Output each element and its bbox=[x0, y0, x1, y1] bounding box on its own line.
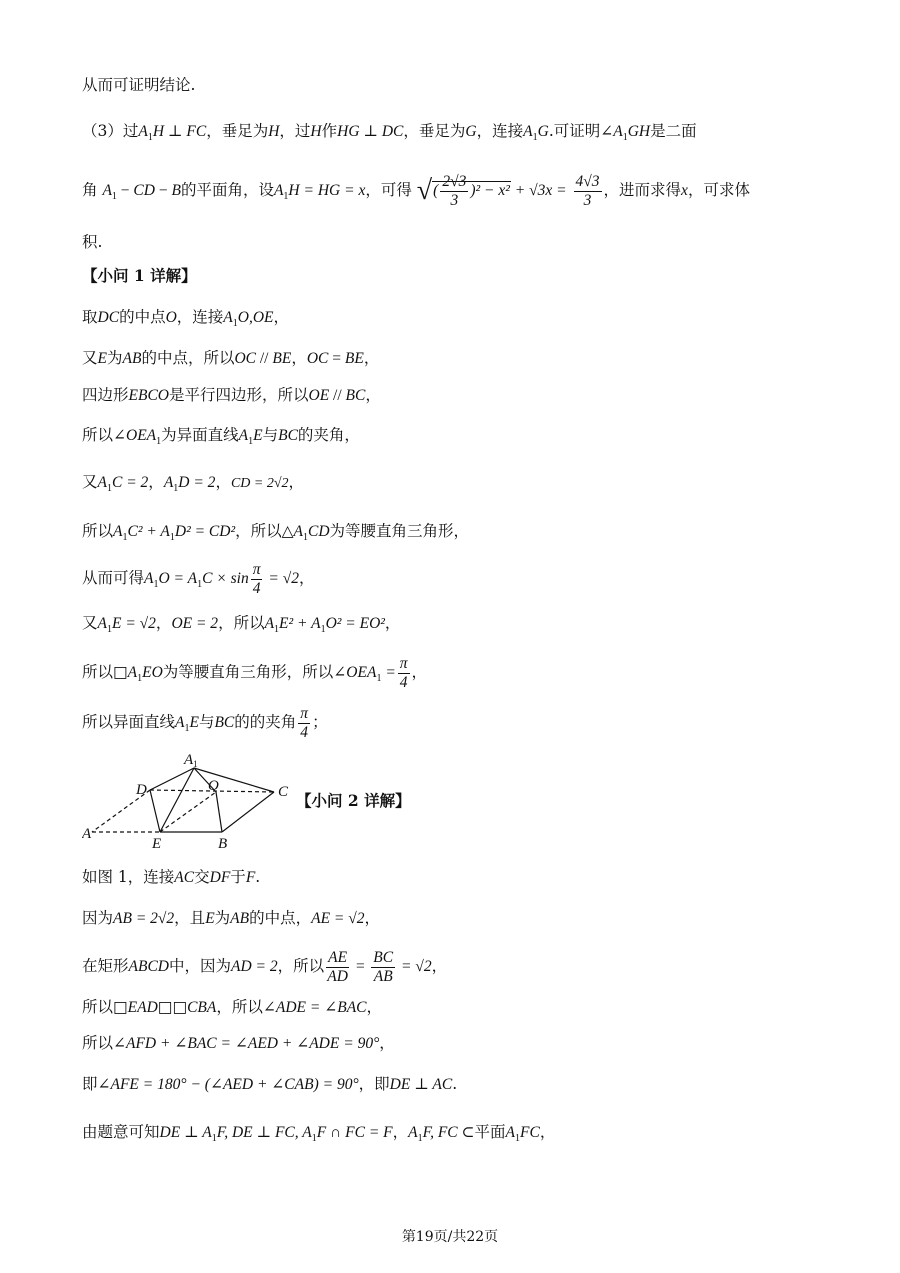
edge-A1D bbox=[150, 768, 194, 790]
math: $A_1G$ bbox=[523, 123, 549, 144]
label-A1: $A_1$ bbox=[184, 752, 198, 769]
text: ，垂足为 bbox=[206, 122, 269, 140]
text: ，垂足为 bbox=[403, 122, 466, 140]
math: x bbox=[681, 182, 688, 199]
text-line: 所以异面直线$A_1E$与BC的的夹角 $\frac{\pi}{4}$ ； bbox=[82, 704, 328, 741]
text-line: 又$A_1C = 2$，$A_1D = 2$，CD = 2√2， bbox=[82, 473, 305, 495]
text: ，进而求得 bbox=[603, 181, 682, 199]
label-E: E bbox=[152, 836, 162, 852]
text-line: 又$A_1E = √2$，OE = 2，所以$A_1E^2 + A_1O^2 = EO^2$， bbox=[82, 614, 401, 636]
text: ，过 bbox=[279, 122, 311, 140]
fraction: $\frac{4√3}{3}$ bbox=[575, 172, 600, 209]
section-heading bbox=[296, 790, 411, 812]
edge-DE bbox=[150, 790, 160, 832]
text-line: 从而可得$A_1O = A_1C \times \sin$ $\frac{\pi}{4}$ = √2， bbox=[82, 560, 315, 597]
text: 积. bbox=[82, 233, 103, 251]
text-line: 四边形EBCO是平行四边形，所以OE // BC， bbox=[82, 386, 381, 404]
geometry-figure bbox=[82, 744, 302, 854]
math: $A_1H$ ⊥ FC bbox=[138, 123, 207, 144]
text-line: 因为AB = 2√2，且E为AB的中点，AE = √2， bbox=[82, 909, 381, 927]
text-line: 所以$\angle OEA_1$为异面直线$A_1E$与BC的夹角， bbox=[82, 426, 360, 448]
label-A: A bbox=[82, 826, 92, 842]
edge-EO bbox=[160, 792, 216, 832]
edge-A1C bbox=[194, 768, 274, 792]
text-line: 所以∠AFD + ∠BAC = ∠AED + ∠ADE = 90°， bbox=[82, 1034, 395, 1052]
text-line bbox=[82, 231, 102, 253]
text: 【小问 2 详解】 bbox=[296, 791, 411, 810]
text: （3）过 bbox=[82, 122, 139, 140]
edge-OB bbox=[216, 792, 222, 832]
text: .可证明∠ bbox=[548, 122, 614, 140]
text-line: 所以$□A_1EO$为等腰直角三角形，所以$\angle OEA_1$ = $\frac{\pi}{4}$ ， bbox=[82, 654, 428, 691]
math: H bbox=[268, 123, 280, 140]
text-line bbox=[82, 168, 750, 219]
math: $A_1H$ = HG = x bbox=[273, 182, 366, 203]
label-O: O bbox=[208, 778, 219, 794]
math: + √3x = bbox=[510, 182, 567, 199]
edge-BC bbox=[222, 792, 274, 832]
label-B: B bbox=[218, 836, 228, 852]
text: 作 bbox=[321, 122, 338, 140]
page-number: 第19页/共22页 bbox=[401, 1229, 499, 1245]
sqrt-body: ( $\frac{2√3}{3}$ )² − x² bbox=[433, 172, 510, 209]
text-line: 所以$A_1C^2 + A_1D^2 = CD^2$，所以$\triangle A_1CD$为等腰直角三角形， bbox=[82, 522, 470, 544]
math: $A_1GH$ bbox=[613, 123, 651, 144]
text-line: 在矩形ABCD中，因为AD = 2，所以 $\frac{AE}{AD}$ = $\frac{BC}{AB}$ = √2， bbox=[82, 948, 448, 985]
label-D: D bbox=[136, 782, 147, 798]
text: 从而可证明结论. bbox=[82, 76, 196, 94]
math: G bbox=[465, 123, 477, 140]
section-heading bbox=[82, 265, 197, 287]
text-line: 即∠AFE = 180° − (∠AED + ∠CAB) = 90°，即DE ⊥ AC. bbox=[82, 1075, 458, 1093]
math: H bbox=[310, 123, 322, 140]
text-line: 所以□EAD□□CBA，所以∠ADE = ∠BAC， bbox=[82, 998, 383, 1016]
edge-A1E bbox=[160, 768, 194, 832]
math: HG ⊥ DC bbox=[337, 123, 404, 140]
text: ，连接 bbox=[476, 122, 524, 140]
text-line: 又E为AB的中点，所以OC // BE，OC = BE， bbox=[82, 349, 380, 367]
text-line: 由题意可知DE ⊥ $A_1F$, DE ⊥ FC, $A_1F$ ∩ FC = F，$A_1F$, FC ⊂平面$A_1FC$， bbox=[82, 1123, 556, 1145]
sqrt-sign: √ bbox=[416, 175, 433, 206]
text-line: 取DC的中点O，连接$A_1O,OE$， bbox=[82, 308, 290, 330]
page-footer bbox=[0, 1226, 900, 1246]
text: 【小问 1 详解】 bbox=[82, 266, 197, 285]
text: 的平面角，设 bbox=[180, 181, 274, 199]
text-line bbox=[82, 74, 195, 96]
text: ，可得 bbox=[365, 181, 412, 199]
text-line: 如图 1，连接AC交DF于F. bbox=[82, 868, 261, 886]
label-C: C bbox=[278, 784, 289, 800]
text-line bbox=[82, 120, 697, 149]
text: 是二面 bbox=[650, 122, 697, 140]
text: 角 bbox=[82, 181, 98, 199]
math: $A_1$ − CD − B bbox=[102, 182, 181, 203]
text: ，可求体 bbox=[687, 181, 750, 199]
